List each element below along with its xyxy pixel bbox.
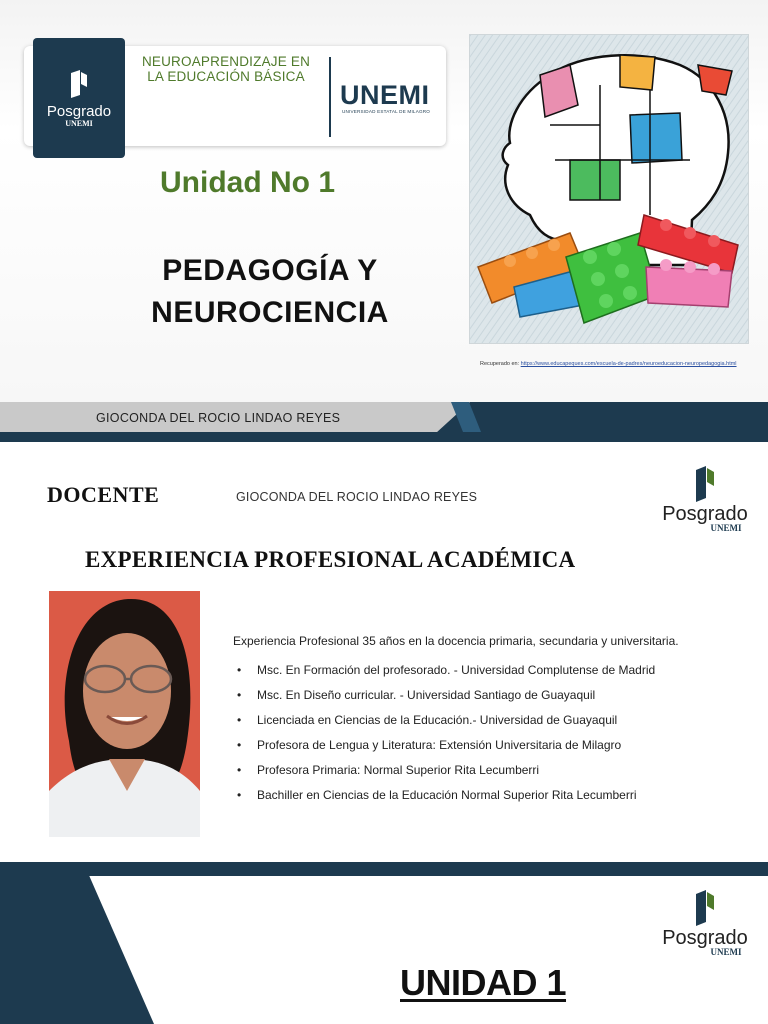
- posgrado-logo-text: Posgrado: [662, 927, 748, 949]
- list-item: [237, 758, 655, 783]
- unemi-subtitle: UNIVERSIDAD ESTATAL DE MILAGRO: [342, 109, 431, 114]
- brain-puzzle-image: [469, 34, 749, 344]
- unit-title: UNIDAD 1: [400, 962, 567, 1003]
- title-line-1: PEDAGOGÍA Y: [162, 254, 378, 287]
- bullet-icon: •: [237, 763, 242, 777]
- bullet-icon: •: [237, 663, 242, 677]
- list-item-text: Msc. En Formación del profesorado. - Universidad Complutense de Madrid: [257, 663, 656, 677]
- slide-title: [0, 0, 768, 432]
- brain-puzzle-icon: [470, 35, 749, 344]
- bullet-icon: •: [237, 688, 242, 702]
- slide-unidad: [0, 876, 768, 1024]
- author-name: GIOCONDA DEL ROCIO LINDAO REYES: [96, 411, 341, 425]
- posgrado-logo-icon: [68, 69, 90, 99]
- corner-shape: [0, 876, 154, 1024]
- posgrado-logo-icon: [660, 464, 750, 534]
- slide-main-title: [110, 250, 430, 334]
- bullet-icon: •: [237, 713, 242, 727]
- unemi-logo: UNEMI: [340, 80, 430, 110]
- list-item: [237, 658, 655, 683]
- experience-heading: EXPERIENCIA PROFESIONAL ACADÉMICA: [85, 547, 576, 572]
- posgrado-logo-text: Posgrado: [662, 503, 748, 525]
- posgrado-label: Posgrado: [46, 102, 112, 120]
- slide-docente: [0, 432, 768, 876]
- list-item: [237, 733, 655, 758]
- credit-link[interactable]: https://www.educapeques.com/escuela-de-padres/neuroeducacion-neuropedagogia.html: [520, 361, 737, 367]
- posgrado-logo: [660, 888, 750, 958]
- image-credit: [480, 361, 737, 367]
- docente-label: DOCENTE: [47, 482, 160, 507]
- experience-intro: Experiencia Profesional 35 años en la docencia primaria, secundaria y universitaria.: [233, 634, 679, 648]
- person-portrait-icon: [49, 591, 200, 837]
- list-item-text: Licenciada en Ciencias de la Educación.- Universidad de Guayaquil: [257, 713, 618, 727]
- docente-photo: [49, 591, 200, 837]
- list-item: [237, 708, 655, 733]
- program-title: NEUROAPRENDIZAJE EN LA EDUCACIÓN BÁSICA: [141, 54, 311, 84]
- posgrado-tab: [33, 38, 125, 158]
- bottom-band: [0, 862, 768, 876]
- title-line-2: NEUROCIENCIA: [151, 296, 389, 329]
- posgrado-logo-sub: UNEMI: [710, 523, 742, 533]
- posgrado-logo-sub: UNEMI: [710, 947, 742, 957]
- credit-prefix: Recuperado en:: [480, 361, 521, 367]
- list-item: [237, 683, 655, 708]
- bullet-icon: •: [237, 738, 242, 752]
- list-item-text: Bachiller en Ciencias de la Educación Normal Superior Rita Lecumberri: [257, 788, 637, 802]
- unit-label: Unidad No 1: [160, 166, 336, 199]
- experience-list: [237, 658, 655, 808]
- header-divider: [329, 57, 331, 137]
- list-item-text: Profesora de Lengua y Literatura: Extensión Universitaria de Milagro: [257, 738, 622, 752]
- list-item: [237, 783, 655, 808]
- bullet-icon: •: [237, 788, 242, 802]
- posgrado-logo-icon: [660, 888, 750, 958]
- list-item-text: Profesora Primaria: Normal Superior Rita Lecumberri: [257, 763, 540, 777]
- posgrado-sub-label: UNEMI: [65, 118, 93, 128]
- posgrado-logo: [660, 464, 750, 534]
- list-item-text: Msc. En Diseño curricular. - Universidad Santiago de Guayaquil: [257, 688, 596, 702]
- docente-name: GIOCONDA DEL ROCIO LINDAO REYES: [236, 490, 478, 504]
